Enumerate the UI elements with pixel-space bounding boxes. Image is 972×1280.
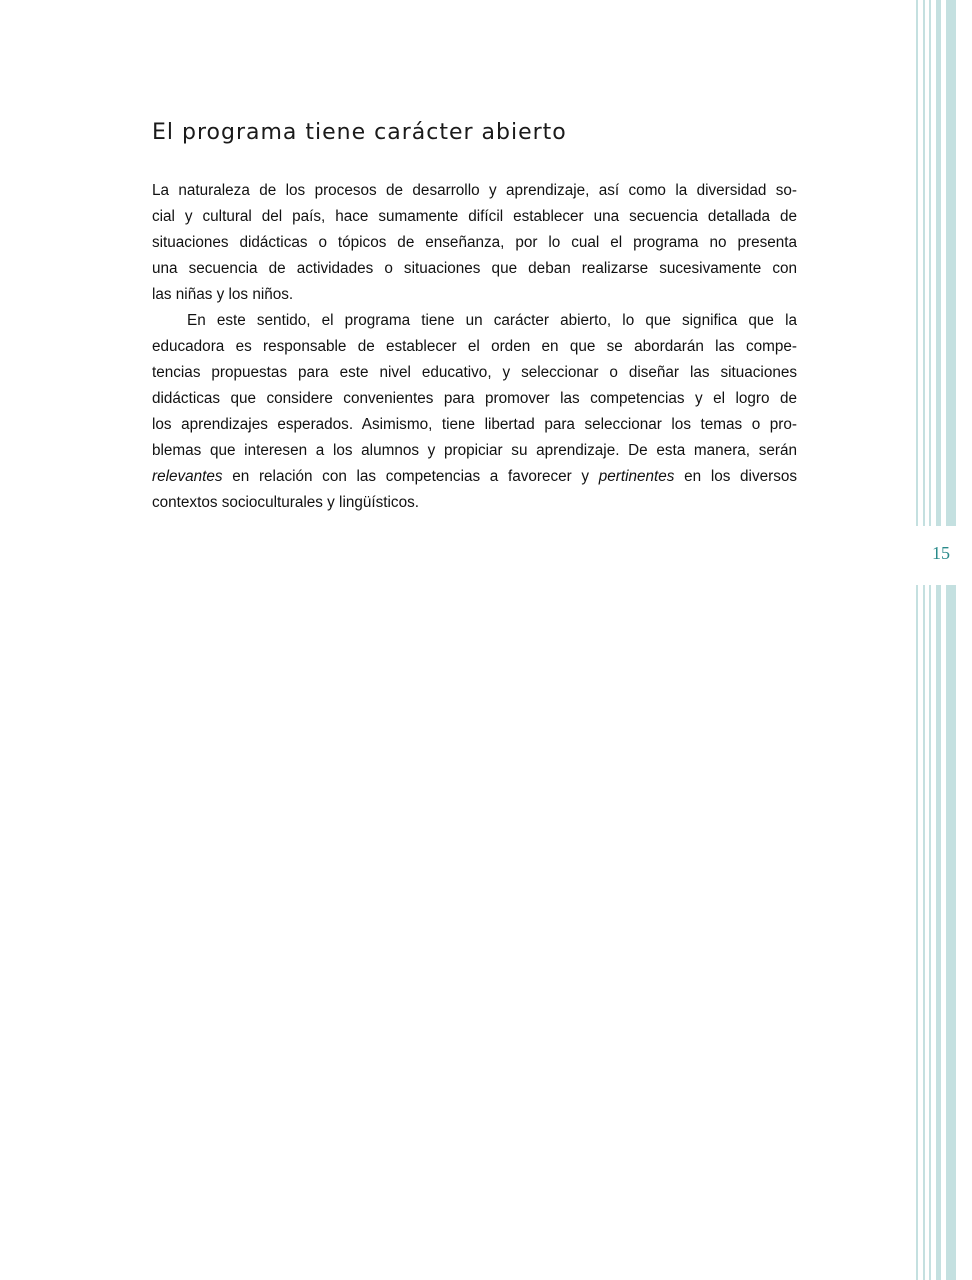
text-line <box>152 360 797 386</box>
text-line <box>152 464 797 490</box>
text-line <box>152 386 797 412</box>
text-line <box>152 438 797 464</box>
stripe <box>929 585 931 1280</box>
stripe <box>946 0 956 526</box>
text-line <box>152 412 797 438</box>
text-line <box>152 256 797 282</box>
italic-term: relevantes <box>152 468 223 485</box>
stripe <box>936 585 941 1280</box>
text-segment: La naturaleza de los procesos de desarrollo y aprendizaje, así como la diversidad so- <box>152 182 797 199</box>
text-segment: tencias propuestas para este nivel educativo, y seleccionar o diseñar las situaciones <box>152 364 797 381</box>
text-segment: En este sentido, el programa tiene un carácter abierto, lo que significa que la <box>187 312 797 329</box>
text-segment: una secuencia de actividades o situaciones que deban realizarse sucesivamente con <box>152 260 797 277</box>
text-segment: educadora es responsable de establecer el orden en que se abordarán las compe- <box>152 338 797 355</box>
stripe <box>946 585 956 1280</box>
text-segment: blemas que interesen a los alumnos y propiciar su aprendizaje. De esta manera, serán <box>152 442 797 459</box>
section-heading: El programa tiene carácter abierto <box>152 120 567 145</box>
text-segment: contextos socioculturales y lingüísticos. <box>152 494 419 511</box>
stripe <box>916 0 918 526</box>
stripe <box>916 585 918 1280</box>
text-line <box>152 282 797 308</box>
text-line <box>152 334 797 360</box>
body-text <box>152 178 797 516</box>
text-line <box>152 178 797 204</box>
text-segment: los aprendizajes esperados. Asimismo, tiene libertad para seleccionar los temas o pro- <box>152 416 797 433</box>
text-line <box>152 490 797 516</box>
italic-term: pertinentes <box>598 468 675 485</box>
stripe <box>923 585 925 1280</box>
stripe <box>929 0 931 526</box>
text-segment: las niñas y los niños. <box>152 286 294 303</box>
stripe <box>923 0 925 526</box>
text-segment: cial y cultural del país, hace sumamente difícil establecer una secuencia detallada de <box>152 208 797 225</box>
text-segment: situaciones didácticas o tópicos de enseñanza, por lo cual el programa no presenta <box>152 234 797 251</box>
text-line <box>152 230 797 256</box>
text-segment: en los diversos <box>674 468 798 485</box>
text-line <box>152 204 797 230</box>
stripe <box>936 0 941 526</box>
text-segment: didácticas que considere convenientes para promover las competencias y el logro de <box>152 390 797 407</box>
page-number: 15 <box>932 543 950 563</box>
text-line <box>152 308 797 334</box>
text-segment: en relación con las competencias a favorecer y <box>222 468 599 485</box>
